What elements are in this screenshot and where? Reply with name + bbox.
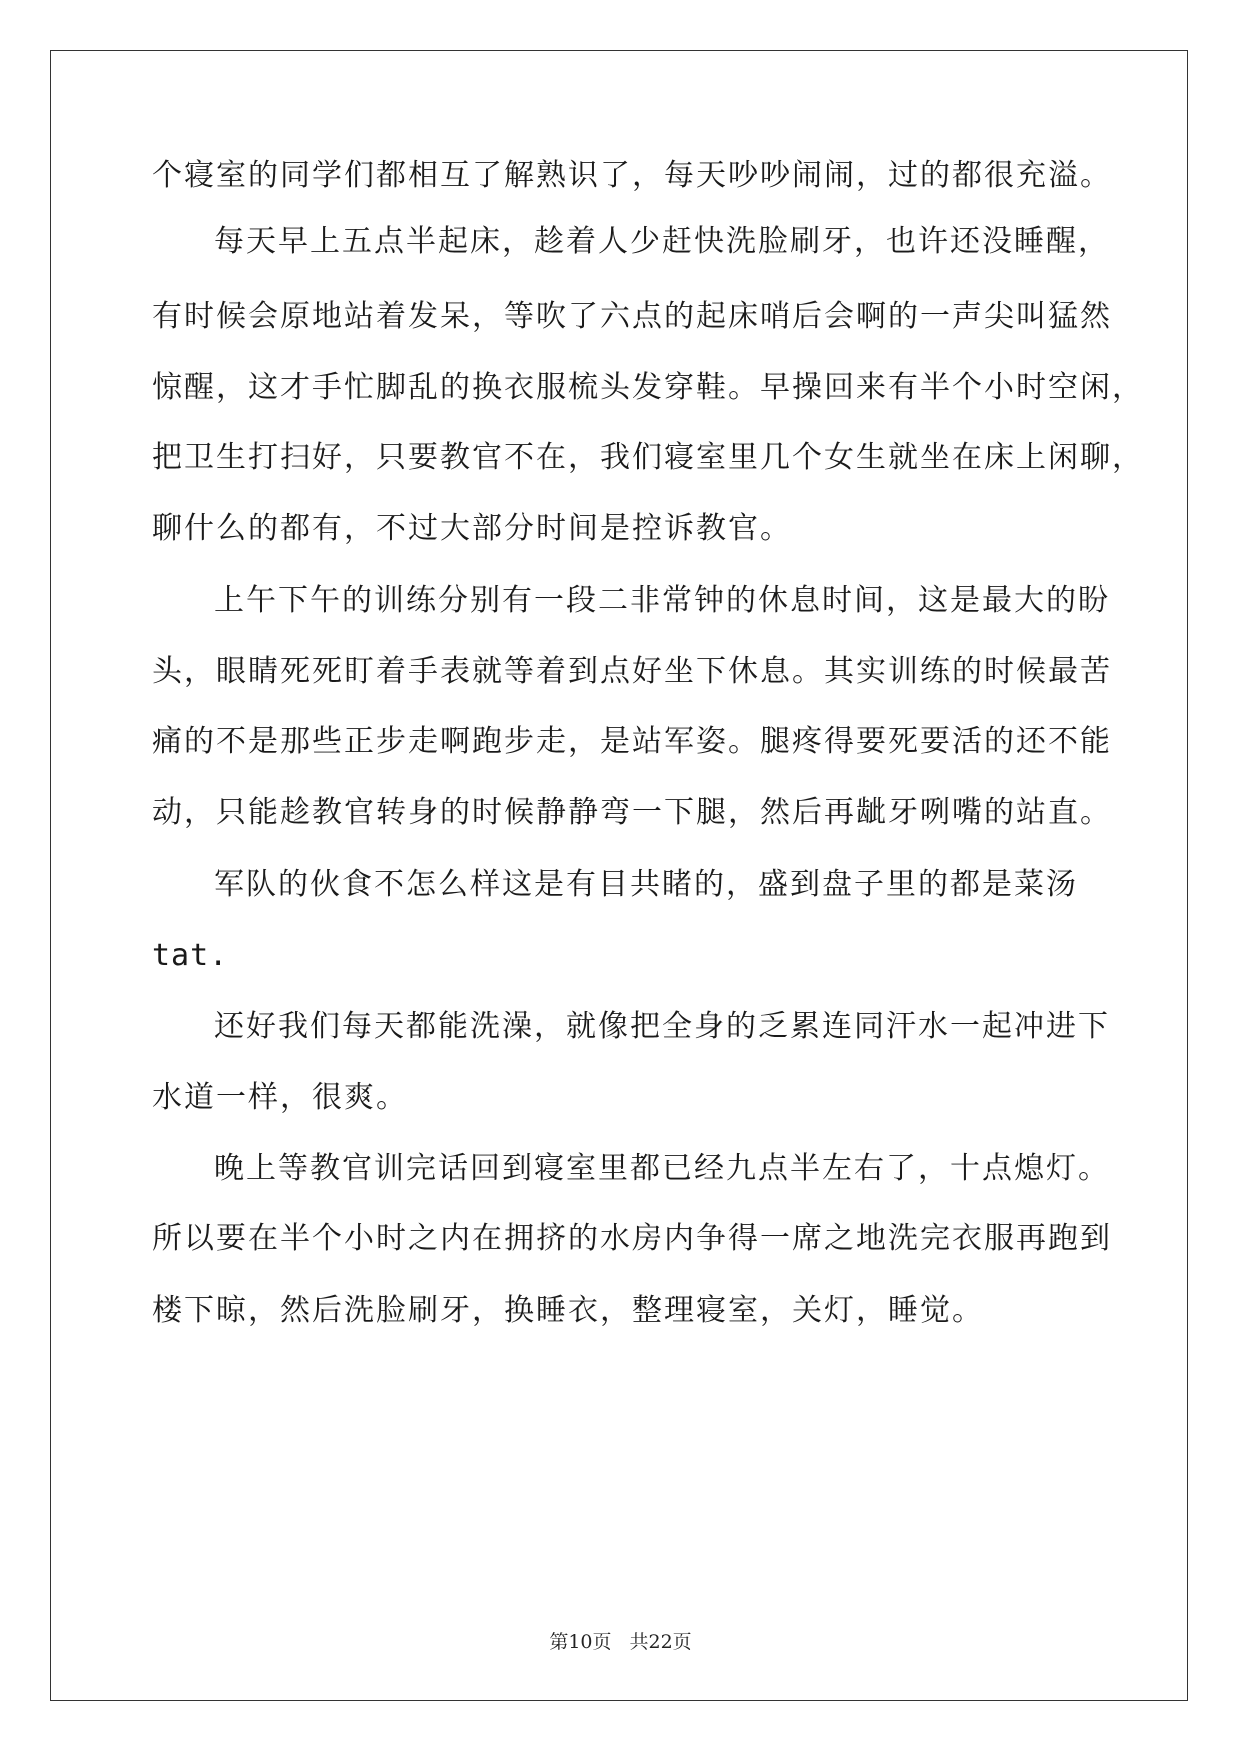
text-line: 楼下晾，然后洗脸刷牙，换睡衣，整理寝室，关灯，睡觉。 [152,1293,984,1328]
text-line: 动，只能趁教官转身的时候静静弯一下腿，然后再龇牙咧嘴的站直。 [152,795,1112,830]
paragraph-first-line: 每天早上五点半起床，趁着人少赶快洗脸刷牙，也许还没睡醒， [214,224,1110,259]
text-line: 痛的不是那些正步走啊跑步走，是站军姿。腿疼得要死要活的还不能 [152,724,1112,759]
text-line: 水道一样，很爽。 [152,1080,408,1115]
text-line: 个寝室的同学们都相互了解熟识了，每天吵吵闹闹，过的都很充溢。 [152,158,1112,193]
page-total: 共22页 [629,1631,692,1653]
paragraph-first-line: 还好我们每天都能洗澡，就像把全身的乏累连同汗水一起冲进下 [214,1009,1110,1044]
text-line: 有时候会原地站着发呆，等吹了六点的起床哨后会啊的一声尖叫猛然 [152,299,1112,334]
text-line: 头，眼睛死死盯着手表就等着到点好坐下休息。其实训练的时候最苦 [152,654,1112,689]
text-line: tat. [152,938,229,973]
text-line: 所以要在半个小时之内在拥挤的水房内争得一席之地洗完衣服再跑到 [152,1221,1112,1256]
paragraph-first-line: 晚上等教官训完话回到寝室里都已经九点半左右了，十点熄灯。 [214,1151,1110,1186]
text-line: 把卫生打扫好，只要教官不在，我们寝室里几个女生就坐在床上闲聊， [152,440,1144,475]
paragraph-first-line: 上午下午的训练分别有一段二非常钟的休息时间，这是最大的盼 [214,583,1110,618]
text-line: 惊醒，这才手忙脚乱的换衣服梳头发穿鞋。早操回来有半个小时空闲， [152,370,1144,405]
page-number: 第10页 [549,1631,612,1653]
page-footer [0,1627,1241,1654]
text-line: 聊什么的都有，不过大部分时间是控诉教官。 [152,511,792,546]
paragraph-first-line: 军队的伙食不怎么样这是有目共睹的，盛到盘子里的都是菜汤 [214,867,1078,902]
